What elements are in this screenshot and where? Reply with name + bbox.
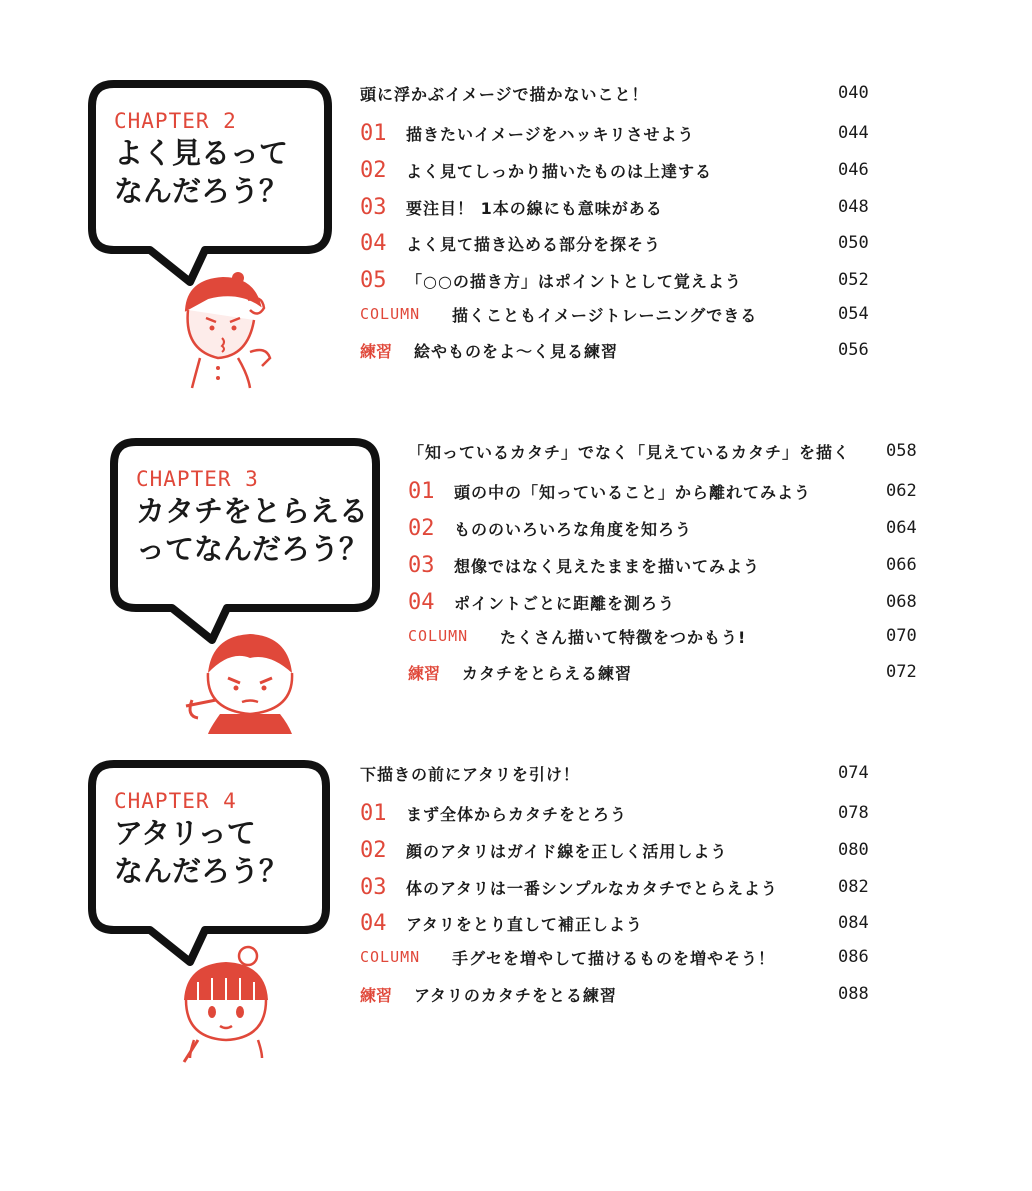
item-title: 絵やものをよ〜く見る練習	[414, 341, 619, 361]
item-label: 04	[360, 910, 387, 936]
toc-row[interactable]	[408, 476, 811, 506]
item-label: 練習	[360, 341, 393, 361]
page-number: 068	[886, 592, 917, 612]
item-label: 04	[408, 589, 435, 615]
item-label: COLUMN	[360, 305, 421, 323]
item-label: 01	[360, 800, 387, 826]
toc-row[interactable]	[408, 513, 692, 543]
item-label: 練習	[408, 663, 441, 683]
item-label: COLUMN	[360, 948, 421, 966]
chapter-section	[0, 78, 1032, 408]
toc-lead-row[interactable]	[360, 78, 649, 108]
item-label: 04	[360, 230, 387, 256]
page-number: 066	[886, 555, 917, 575]
bubble-text	[114, 108, 288, 210]
item-label: 01	[360, 120, 387, 146]
toc-row[interactable]	[408, 587, 675, 617]
page-number: 054	[838, 304, 869, 324]
item-title: よく見てしっかり描いたものは上達する	[406, 161, 713, 181]
page-number: 072	[886, 662, 917, 682]
bubble-text	[114, 788, 288, 890]
chapter-label: CHAPTER 2	[114, 109, 237, 133]
item-title: 手グセを増やして描けるものを増やそう！	[452, 948, 776, 968]
toc-row[interactable]	[408, 621, 746, 651]
character-illustration	[200, 628, 300, 748]
toc-lead-row[interactable]	[360, 758, 580, 788]
chapter-title-line: よく見るって	[114, 136, 289, 170]
page-number: 062	[886, 481, 917, 501]
chapter-title-line: なんだろう？	[114, 854, 289, 888]
toc-row[interactable]	[360, 228, 661, 258]
toc-row[interactable]	[360, 118, 695, 148]
toc-row[interactable]	[360, 979, 617, 1009]
page-number: 044	[838, 123, 869, 143]
page-number: 052	[838, 270, 869, 290]
page-number: 074	[838, 763, 869, 783]
toc-lead-title: 頭に浮かぶイメージで描かないこと！	[360, 84, 649, 104]
item-label: 01	[408, 478, 435, 504]
toc-lead-title: 「知っているカタチ」でなく「見えているカタチ」を描く	[408, 442, 851, 462]
chapter-title-line: アタリって	[114, 816, 256, 850]
item-title: 頭の中の「知っていること」から離れてみよう	[454, 482, 812, 502]
page-number: 050	[838, 233, 869, 253]
item-title: カタチをとらえる練習	[462, 663, 633, 683]
toc-row[interactable]	[360, 908, 643, 938]
item-title: ポイントごとに距離を測ろう	[454, 593, 676, 613]
item-label: 03	[408, 552, 435, 578]
toc-row[interactable]	[408, 657, 632, 687]
item-title: もののいろいろな角度を知ろう	[454, 519, 693, 539]
toc-row[interactable]	[360, 798, 627, 828]
chapter-title-line: ってなんだろう？	[136, 532, 369, 566]
chapter-section	[0, 758, 1032, 1088]
item-label: 02	[360, 157, 387, 183]
chapter-label: CHAPTER 3	[136, 467, 259, 491]
item-title: よく見て描き込める部分を探そう	[406, 234, 662, 254]
item-label: COLUMN	[408, 627, 469, 645]
page-number: 080	[838, 840, 869, 860]
page-number: 048	[838, 197, 869, 217]
page-number: 056	[838, 340, 869, 360]
page-number: 088	[838, 984, 869, 1004]
item-title: たくさん描いて特徴をつかもう!	[500, 627, 747, 647]
chapter-title-line: カタチをとらえる	[136, 494, 369, 528]
toc-row[interactable]	[360, 335, 618, 365]
toc-row[interactable]	[360, 872, 778, 902]
page-number: 064	[886, 518, 917, 538]
item-label: 03	[360, 874, 387, 900]
chapter-label: CHAPTER 4	[114, 789, 237, 813]
toc-lead-title: 下描きの前にアタリを引け！	[360, 764, 580, 784]
item-label: 02	[408, 515, 435, 541]
toc-lead-row[interactable]	[408, 436, 850, 466]
page-number: 084	[838, 913, 869, 933]
item-title: 要注目！ 1本の線にも意味がある	[406, 198, 663, 218]
page-number: 040	[838, 83, 869, 103]
item-title: 「○○の描き方」はポイントとして覚えよう	[406, 271, 742, 291]
item-title: 想像ではなく見えたままを描いてみよう	[454, 556, 761, 576]
character-illustration	[178, 270, 278, 390]
toc-row[interactable]	[360, 299, 757, 329]
page-number: 082	[838, 877, 869, 897]
chapter-section	[0, 436, 1032, 766]
toc-row[interactable]	[408, 550, 760, 580]
toc-row[interactable]	[360, 942, 775, 972]
character-illustration	[178, 950, 278, 1070]
item-label: 02	[360, 837, 387, 863]
item-title: 体のアタリは一番シンプルなカタチでとらえよう	[406, 878, 778, 898]
page-number: 046	[838, 160, 869, 180]
item-title: まず全体からカタチをとろう	[406, 804, 628, 824]
item-title: アタリのカタチをとる練習	[414, 985, 617, 1005]
item-title: 顔のアタリはガイド線を正しく活用しよう	[406, 841, 728, 861]
item-title: 描きたいイメージをハッキリさせよう	[406, 124, 695, 144]
item-title: 描くこともイメージトレーニングできる	[452, 305, 758, 325]
bubble-text	[136, 466, 368, 568]
item-title: アタリをとり直して補正しよう	[406, 914, 643, 934]
item-label: 03	[360, 194, 387, 220]
page-number: 086	[838, 947, 869, 967]
toc-row[interactable]	[360, 155, 712, 185]
toc-row[interactable]	[360, 192, 663, 222]
toc-row[interactable]	[360, 835, 727, 865]
item-label: 練習	[360, 985, 393, 1005]
chapter-title-line: なんだろう？	[114, 174, 289, 208]
page-number: 078	[838, 803, 869, 823]
page-number: 070	[886, 626, 917, 646]
page-number: 058	[886, 441, 917, 461]
toc-row[interactable]	[360, 265, 742, 295]
item-label: 05	[360, 267, 387, 293]
